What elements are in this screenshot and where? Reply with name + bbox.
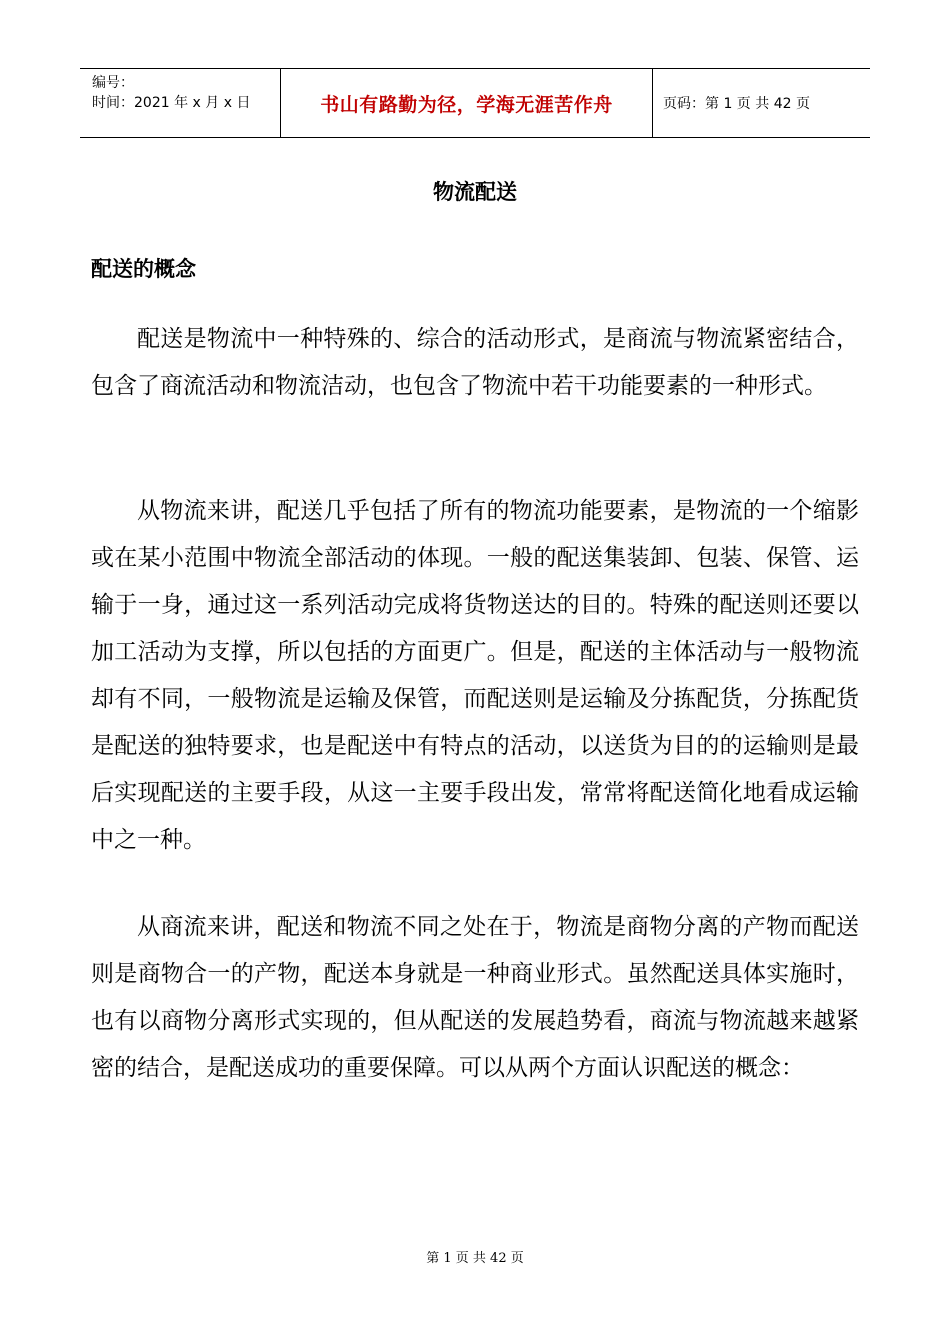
header-page-cell [653, 69, 870, 137]
page-footer: 第 1 页 共 42 页 [426, 1251, 524, 1266]
document-title: 物流配送 [433, 180, 517, 204]
document-number-label: 编号： [92, 75, 134, 91]
section-heading: 配送的概念 [91, 257, 196, 281]
body-paragraph: 从物流来讲，配送几乎包括了所有的物流功能要素，是物流的一个缩影或在某小范围中物流全部活动的体现。一般的配送集装卸、包装、保管、运输于一身，通过这一系列活动完成将货物送达的目的。特殊的配送则还要以加工活动为支撑，所以包括的方面更广。但是，配送的主体活动与一般物流却有不同，一般物流是运输及保管，而配送则是运输及分拣配货，分拣配货是配送的独特要求，也是配送中有特点的活动，以送货为目的的运输则是最后实现配送的主要手段，从这一主要手段出发，常常将配送简化地看成运输中之一种。 [91, 498, 859, 853]
document-time-label: 时间：2021 年 x 月 x 日 [92, 95, 251, 111]
body-paragraph: 配送是物流中一种特殊的、综合的活动形式，是商流与物流紧密结合，包含了商流活动和物流洁动，也包含了物流中若干功能要素的一种形式。 [91, 326, 859, 399]
header-table [80, 68, 870, 138]
body-paragraph: 从商流来讲，配送和物流不同之处在于，物流是商物分离的产物而配送则是商物合一的产物，配送本身就是一种商业形式。虽然配送具体实施时，也有以商物分离形式实现的，但从配送的发展趋势看，商流与物流越来越紧密的结合，是配送成功的重要保障。可以从两个方面认识配送的概念： [91, 914, 859, 1081]
header-meta-cell [80, 69, 281, 137]
motto-text: 书山有路勤为径，学海无涯苦作舟 [320, 93, 613, 116]
page-info: 页码：第 1 页 共 42 页 [663, 96, 810, 112]
header-motto-cell [281, 69, 653, 137]
